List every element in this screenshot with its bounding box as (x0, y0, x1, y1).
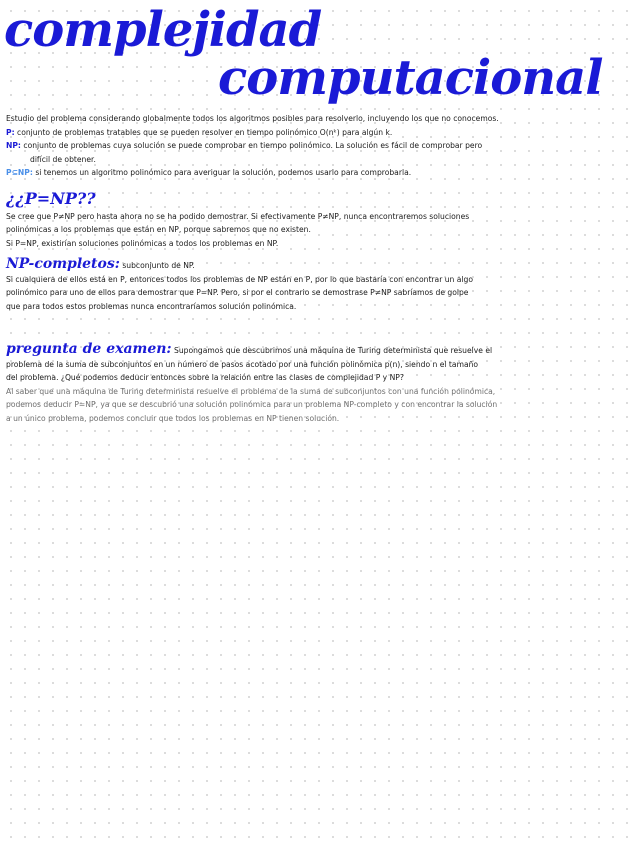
pnp-line: Se cree que P≠NP pero hasta ahora no se ha podido demostrar. Si efectivamente P≠NP, nunca encontraremos soluciones (6, 211, 470, 221)
definition-text: conjunto de problemas cuya solución se puede comprobar en tiempo polinómico. La solución es fácil de comprobar pero (23, 141, 483, 150)
pnp-heading: ¿¿P=NP?? (6, 188, 96, 208)
definition-text: si tenemos un algoritmo polinómico para averiguar la solución, podemos usarlo para comprobarla. (35, 168, 412, 177)
npcomplete-line: que para todos estos problemas nunca encontraríamos solución polinómica. (6, 301, 297, 311)
exam-line: del problema. ¿Qué podemos deducir entonces sobre la relación entre las clases de complejidad P y NP? (6, 373, 404, 382)
exam-answer-line: podemos deducir P=NP, ya que se descubrió una solución polinómica para un problema NP-completo y con encontrar la solución (6, 400, 498, 409)
definition-np (6, 139, 632, 153)
definition-text: difícil de obtener. (30, 154, 96, 164)
definition-label: P⊆NP: (6, 168, 33, 177)
definition-p-subset-np (6, 166, 632, 180)
notes-body (6, 112, 632, 425)
title-line-2: computacional (218, 50, 603, 106)
npcomplete-first: subconjunto de NP. (122, 261, 195, 270)
pnp-line: Si P=NP, existirían soluciones polinómicas a todos los problemas en NP. (6, 238, 279, 248)
npcomplete-heading-line (6, 258, 632, 273)
definition-text: conjunto de problemas tratables que se pueden resolver en tiempo polinómico O(nᵏ) para algún k. (17, 127, 393, 137)
exam-answer-line: Al saber que una máquina de Turing determinista resuelve el problema de la suma de subconjuntos con una función polinómica, (6, 386, 496, 396)
definition-label: P: (6, 127, 15, 137)
exam-heading-line (6, 343, 632, 358)
definition-p (6, 126, 632, 140)
pnp-line: polinómicas a los problemas que están en NP, porque sabremos que no existen. (6, 225, 311, 234)
npcomplete-line: polinómico para uno de ellos para demostrar que P=NP. Pero, si por el contrario se demostrase P≠NP sabríamos de golpe (6, 288, 469, 297)
exam-heading: pregunta de examen: (6, 341, 172, 357)
definition-np-continued (6, 153, 632, 167)
exam-answer-line: a un único problema, podemos concluir que todos los problemas en NP tienen solución. (6, 413, 340, 423)
intro-text: Estudio del problema considerando globalmente todos los algoritmos posibles para resolverlo, incluyendo los que no conocemos. (6, 114, 499, 123)
definition-label: NP: (6, 141, 21, 150)
exam-line: problema de la suma de subconjuntos en un número de pasos acotado por una función polinómica p(n), siendo n el tamaño (6, 359, 479, 369)
npcomplete-heading: NP-completos: (6, 256, 120, 272)
exam-first: Supongamos que descubrimos una máquina de Turing determinista que resuelve el (174, 346, 493, 355)
title-line-1: complejidad (4, 2, 322, 58)
npcomplete-line: Si cualquiera de ellos está en P, entonces todos los problemas de NP están en P, por lo que bastaría con encontrar un algo (6, 274, 474, 284)
